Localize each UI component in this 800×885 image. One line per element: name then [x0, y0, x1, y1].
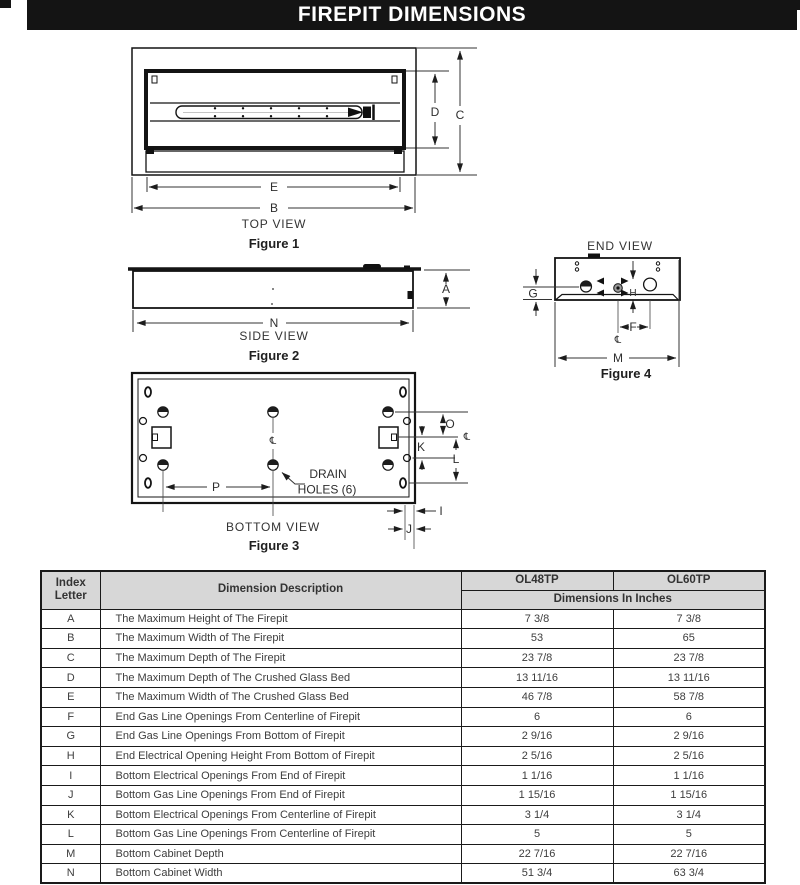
figure-4-view-title: END VIEW: [587, 239, 653, 253]
centerline-symbol-bottom-right: ℄: [463, 432, 471, 443]
figure-2-side-view: [128, 264, 470, 363]
cell-letter: A: [41, 609, 100, 629]
cell-letter: M: [41, 844, 100, 864]
dim-label-d: D: [430, 105, 440, 119]
end-view-body: [555, 258, 680, 300]
cell-ol60: 3 1/4: [613, 805, 765, 825]
end-gas-line-opening-2: [644, 278, 657, 291]
cell-ol60: 7 3/8: [613, 609, 765, 629]
cell-letter: C: [41, 648, 100, 668]
cell-ol48: 6: [461, 707, 613, 727]
dim-label-c: C: [455, 108, 465, 122]
centerline-symbol-bottom-center: ℄: [269, 436, 277, 447]
col-header-ol60tp: OL60TP: [613, 571, 765, 590]
cell-description: End Gas Line Openings From Bottom of Firepit: [100, 727, 461, 747]
figure-4-end-view: [523, 239, 680, 381]
cell-description: The Maximum Height of The Firepit: [100, 609, 461, 629]
dim-label-m: M: [613, 351, 623, 365]
col-header-index-letter: Index Letter: [41, 571, 100, 609]
dim-label-g: G: [528, 286, 538, 301]
cell-letter: N: [41, 864, 100, 884]
table-row: [41, 668, 765, 688]
table-row: [41, 746, 765, 766]
cell-letter: L: [41, 825, 100, 845]
cell-description: Bottom Cabinet Width: [100, 864, 461, 884]
cell-ol48: 7 3/8: [461, 609, 613, 629]
dim-label-p: P: [211, 480, 221, 494]
cell-ol60: 58 7/8: [613, 687, 765, 707]
cell-ol48: 3 1/4: [461, 805, 613, 825]
dim-label-a: A: [441, 282, 451, 296]
cell-letter: H: [41, 746, 100, 766]
figure-2-caption: Figure 2: [248, 348, 300, 363]
cell-ol60: 6: [613, 707, 765, 727]
cell-description: End Electrical Opening Height From Bottom of Firepit: [100, 746, 461, 766]
cell-ol48: 2 9/16: [461, 727, 613, 747]
cell-letter: G: [41, 727, 100, 747]
cell-ol48: 13 11/16: [461, 668, 613, 688]
cell-description: Bottom Electrical Openings From Centerline of Firepit: [100, 805, 461, 825]
col-header-description: Dimension Description: [100, 571, 461, 609]
cell-description: Bottom Gas Line Openings From Centerline of Firepit: [100, 825, 461, 845]
cell-description: Bottom Electrical Openings From End of Firepit: [100, 766, 461, 786]
cell-ol60: 23 7/8: [613, 648, 765, 668]
cell-ol60: 5: [613, 825, 765, 845]
figure-3-view-title: BOTTOM VIEW: [226, 520, 320, 534]
cell-description: End Gas Line Openings From Centerline of Firepit: [100, 707, 461, 727]
dim-label-f: F: [629, 320, 637, 334]
burner-tube: [176, 105, 374, 121]
cell-ol60: 2 9/16: [613, 727, 765, 747]
centerline-symbol-end-view: ℄: [614, 335, 622, 346]
cell-letter: F: [41, 707, 100, 727]
table-row: [41, 609, 765, 629]
cell-ol48: 46 7/8: [461, 687, 613, 707]
cell-ol48: 1 15/16: [461, 785, 613, 805]
table-row: [41, 727, 765, 747]
dim-label-o: O: [445, 417, 455, 431]
cell-ol48: 1 1/16: [461, 766, 613, 786]
front-ledge: [146, 151, 404, 172]
cell-description: The Maximum Width of The Firepit: [100, 629, 461, 649]
end-gas-line-opening: [581, 281, 592, 292]
cell-letter: I: [41, 766, 100, 786]
cell-letter: E: [41, 687, 100, 707]
cell-ol60: 1 15/16: [613, 785, 765, 805]
table-row: [41, 687, 765, 707]
col-header-ol48tp: OL48TP: [461, 571, 613, 590]
table-row: [41, 825, 765, 845]
figure-4-caption: Figure 4: [600, 366, 652, 381]
cell-description: Bottom Gas Line Openings From End of Firepit: [100, 785, 461, 805]
table-row: [41, 648, 765, 668]
dimensions-table: [40, 570, 766, 884]
table-row: [41, 864, 765, 884]
figure-3-bottom-view: [132, 373, 471, 553]
cell-ol60: 22 7/16: [613, 844, 765, 864]
figure-2-view-title: SIDE VIEW: [239, 329, 309, 343]
cell-ol48: 2 5/16: [461, 746, 613, 766]
dim-label-k: K: [416, 440, 426, 454]
cell-description: The Maximum Depth of The Firepit: [100, 648, 461, 668]
cell-description: The Maximum Depth of The Crushed Glass Bed: [100, 668, 461, 688]
dim-label-e: E: [269, 180, 279, 194]
table-row: [41, 766, 765, 786]
cell-letter: D: [41, 668, 100, 688]
figure-1-caption: Figure 1: [248, 236, 300, 251]
table-row: [41, 785, 765, 805]
dim-label-j: J: [406, 522, 412, 536]
cell-letter: J: [41, 785, 100, 805]
dim-label-b: B: [269, 201, 279, 215]
cell-letter: K: [41, 805, 100, 825]
cell-description: Bottom Cabinet Depth: [100, 844, 461, 864]
table-row: [41, 805, 765, 825]
cell-ol60: 65: [613, 629, 765, 649]
cell-letter: B: [41, 629, 100, 649]
dim-label-h: H: [629, 288, 637, 299]
figure-1-top-view: [132, 48, 477, 251]
cell-ol60: 1 1/16: [613, 766, 765, 786]
cell-ol48: 51 3/4: [461, 864, 613, 884]
cell-ol48: 23 7/8: [461, 648, 613, 668]
page-title: FIREPIT DIMENSIONS: [297, 3, 527, 26]
cell-ol60: 63 3/4: [613, 864, 765, 884]
figure-1-view-title: TOP VIEW: [241, 217, 307, 231]
cell-ol60: 2 5/16: [613, 746, 765, 766]
table-row: [41, 844, 765, 864]
table-row: [41, 707, 765, 727]
cell-ol48: 53: [461, 629, 613, 649]
drain-note-line1: DRAIN: [309, 467, 347, 481]
table-row: [41, 629, 765, 649]
cell-ol48: 5: [461, 825, 613, 845]
drain-note-line2: HOLES (6): [297, 482, 357, 497]
dim-label-n: N: [269, 316, 279, 330]
dim-label-l: L: [452, 452, 460, 466]
dim-label-i: I: [439, 504, 443, 518]
cell-ol60: 13 11/16: [613, 668, 765, 688]
figure-3-caption: Figure 3: [248, 538, 300, 553]
units-header: Dimensions In Inches: [461, 590, 765, 609]
cell-ol48: 22 7/16: [461, 844, 613, 864]
cell-description: The Maximum Width of The Crushed Glass Bed: [100, 687, 461, 707]
